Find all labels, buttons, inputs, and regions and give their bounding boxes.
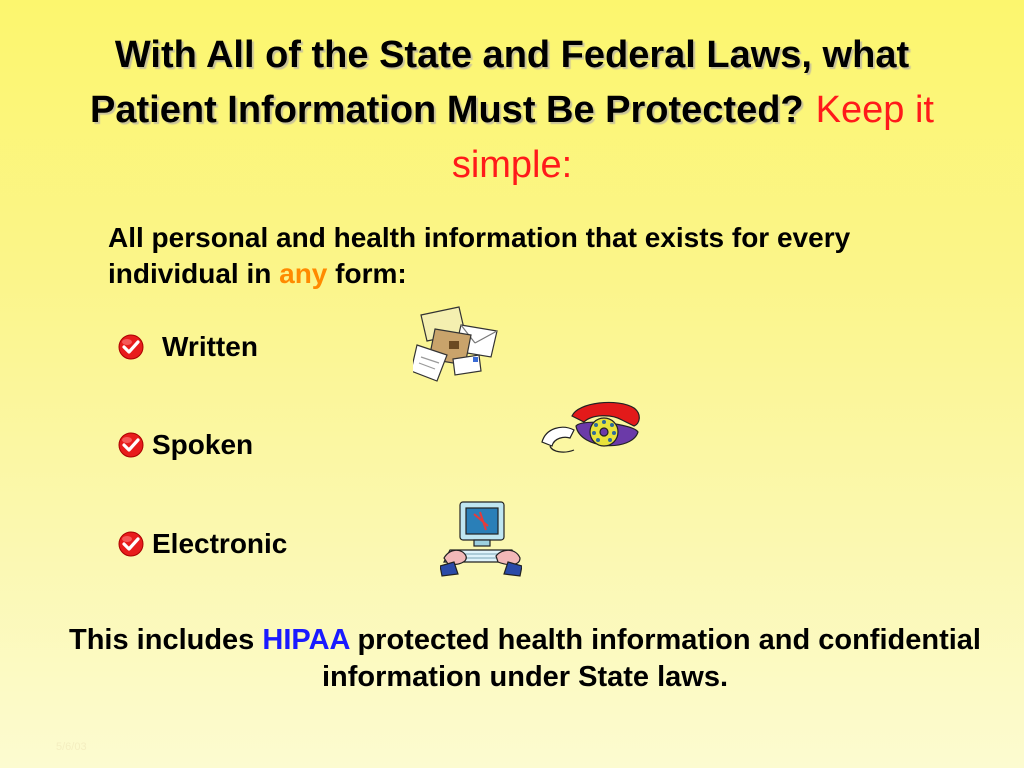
bullet-label-spoken: Spoken <box>152 429 254 460</box>
summary-before: This includes <box>69 624 255 656</box>
title-main: With All of the State and Federal Laws, what Patient Information Must Be Protected? <box>90 34 910 131</box>
intro-before: All personal and health information that exists for every individual in <box>108 222 851 289</box>
summary-highlight: HIPAA <box>262 624 350 656</box>
title-accent: Keep it simple: <box>451 89 934 186</box>
check-icon <box>118 531 144 557</box>
bullet-written <box>118 330 258 364</box>
mail-envelopes-icon <box>413 305 503 385</box>
check-icon <box>118 334 144 360</box>
bullet-spoken <box>118 428 253 462</box>
intro-text <box>108 220 948 292</box>
intro-after: form: <box>335 258 407 289</box>
footer-date: 5/6/03 <box>56 741 87 753</box>
bullet-label-electronic: Electronic <box>152 528 288 559</box>
telephone-icon <box>538 398 648 460</box>
bullet-label-written: Written <box>162 331 258 362</box>
check-icon <box>118 432 144 458</box>
summary-after: protected health information and confidential information under State laws. <box>321 624 981 693</box>
computer-keyboard-icon <box>440 500 522 578</box>
intro-highlight: any <box>279 258 328 289</box>
slide-title <box>60 28 964 193</box>
bullet-electronic <box>118 527 287 561</box>
summary-text <box>60 622 990 696</box>
